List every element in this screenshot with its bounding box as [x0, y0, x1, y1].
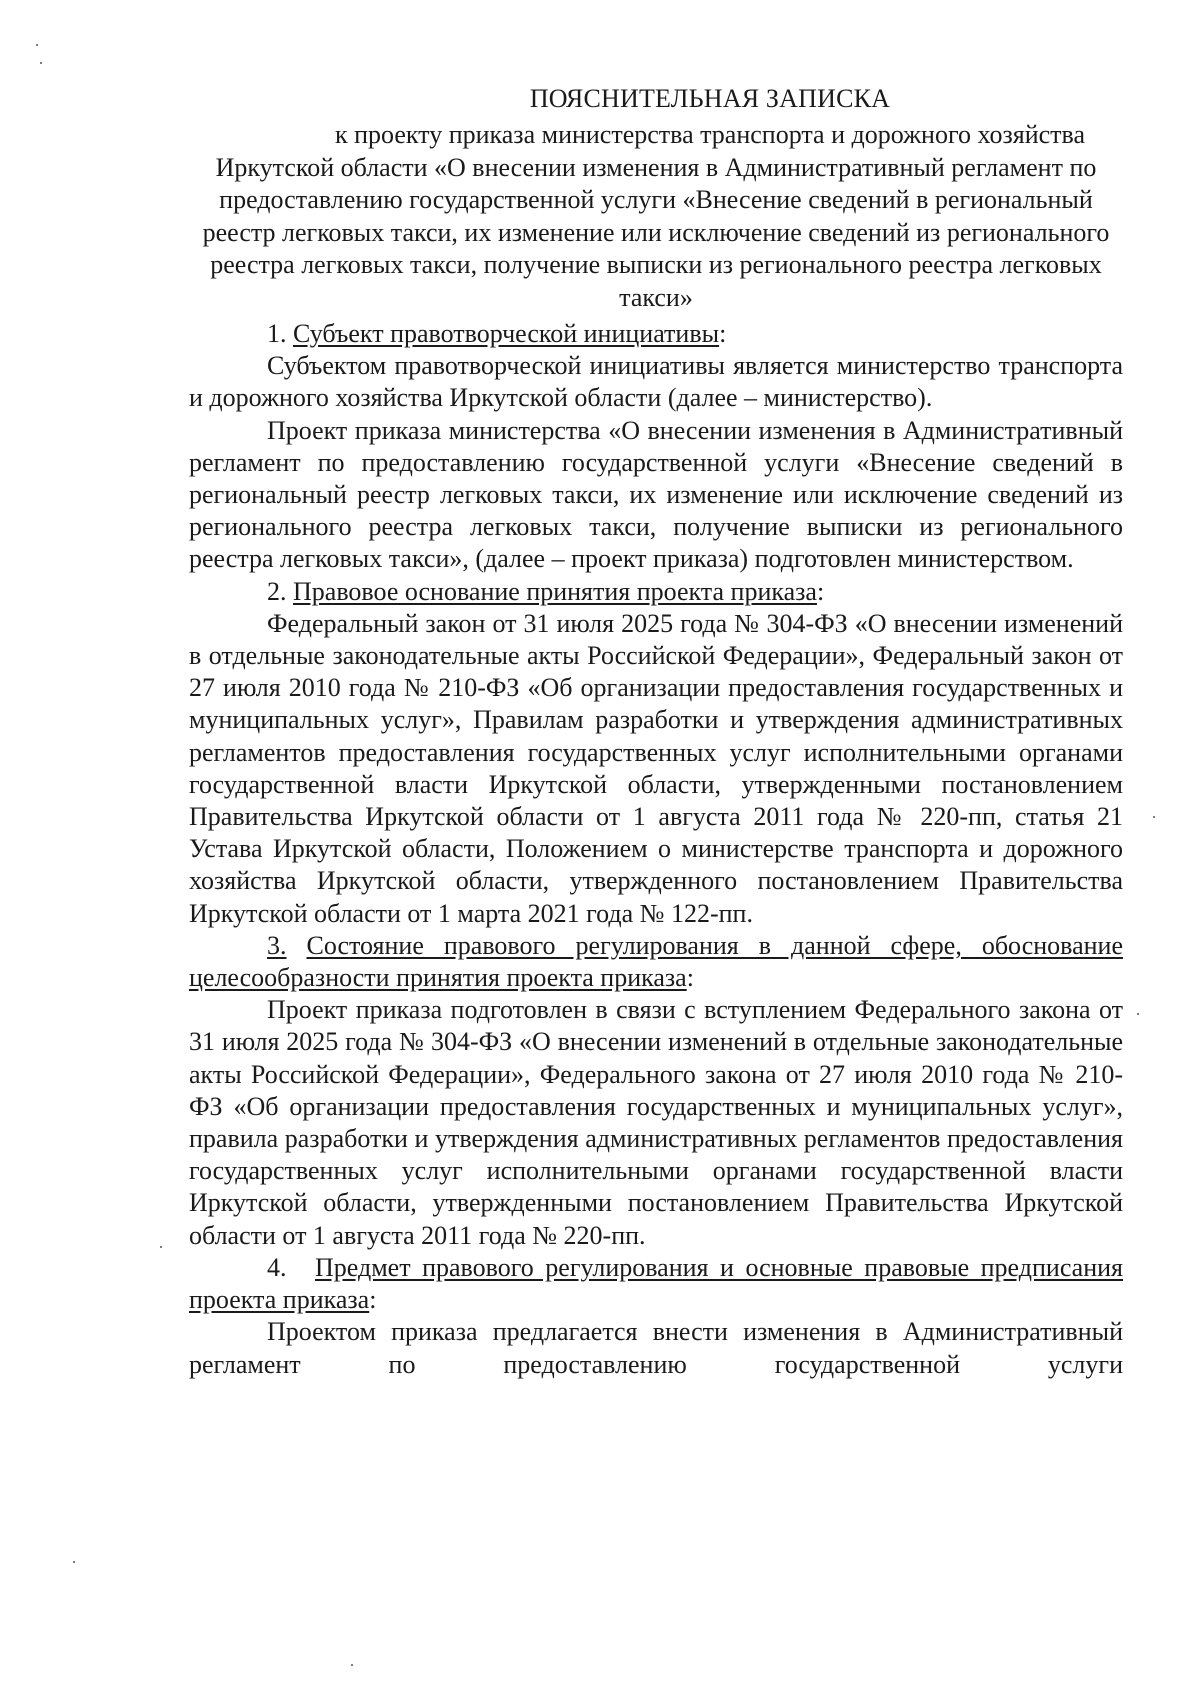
scan-speck — [351, 1664, 353, 1666]
document-body — [189, 79, 1123, 1381]
section-3-number: 3. — [267, 930, 287, 960]
subtitle-line-1: к проекту приказа министерства транспорта и дорожного хозяйства — [334, 120, 1086, 149]
section-3-title: Состояние правового регулирования в данной сфере, обоснование целесообразности принятия проекта приказа — [189, 930, 1123, 993]
scan-speck — [160, 1246, 162, 1248]
section-1-title: Субъект правотворческой инициативы — [293, 319, 720, 348]
section-2-colon: : — [816, 576, 825, 606]
section-2-heading — [189, 576, 1123, 608]
section-1-paragraph-1: Субъектом правотворческой инициативы является министерство транспорта и дорожного хозяйства Иркутской области (далее – министерство). — [189, 351, 1123, 413]
scan-speck — [1153, 816, 1155, 818]
section-1-paragraph-2: Проект приказа министерства «О внесении изменения в Административный регламент по предоставлению государственной услуги «Внесение сведений в региональный реестр легковых такси, их изменение или исключение сведений из регионального реестра легковых такси, получение выписки из регионального реестра легковых такси», (далее – проект приказа) подготовлен министерством. — [189, 415, 1123, 574]
section-2-title: Правовое основание принятия проекта приказа — [293, 576, 817, 606]
section-1-colon: : — [719, 319, 727, 348]
section-1-number: 1. — [267, 319, 287, 348]
scan-speck — [73, 1561, 75, 1563]
section-3-colon: : — [686, 963, 694, 993]
subtitle-rest: Иркутской области «О внесении изменения в Административный регламент по предоставлению государственной услуги «Внесение сведений в региональный реестр легковых такси, их изменение или исключение сведений из регионального реестра легковых такси, получение выписки из регионального реестра легковых такси» — [202, 152, 1110, 312]
section-3-heading — [189, 930, 1123, 994]
scan-speck — [1137, 1013, 1139, 1015]
section-3-paragraph-1: Проект приказа подготовлен в связи с вступлением Федерального закона от 31 июля 2025 года № 304-ФЗ «О внесении изменений в отдельные законодательные акты Российской Федерации», Федерального закона от 27 июля 2010 года № 210-ФЗ «Об организации предоставления государственных и муниципальных услуг», правила разработки и утверждения административных регламентов предоставления государственных услуг исполнительными органами государственной власти Иркутской области, утвержденными постановлением Правительства Иркутской области от 1 августа 2011 года № 220-пп. — [189, 995, 1123, 1250]
section-2-paragraph-1: Федеральный закон от 31 июля 2025 года № 304-ФЗ «О внесении изменений в отдельные законодательные акты Российской Федерации», Федеральный закон от 27 июля 2010 года № 210-ФЗ «Об организации предоставления государственных и муниципальных услуг», Правилам разработки и утверждения административных регламентов предоставления государственных услуг исполнительными органами государственной власти Иркутской области, утвержденными постановлением Правительства Иркутской области от 1 августа 2011 года № 220-пп, статья 21 Устава Иркутской области, Положением о министерстве транспорта и дорожного хозяйства Иркутской области, утвержденного постановлением Правительства Иркутской области от 1 марта 2021 года № 122-пп. — [189, 608, 1123, 928]
section-4-heading — [189, 1252, 1123, 1316]
section-4-paragraph-1: Проектом приказа предлагается внести изменения в Административный регламент по предоставлению государственной услуги — [189, 1317, 1123, 1379]
section-4-number: 4. — [267, 1252, 287, 1282]
scan-speck — [36, 44, 38, 46]
document-subtitle — [189, 119, 1123, 314]
section-1-heading — [189, 318, 1123, 350]
section-4-colon: : — [369, 1285, 377, 1315]
section-4-title: Предмет правового регулирования и основные правовые предписания проекта приказа — [189, 1252, 1123, 1315]
document-title: ПОЯСНИТЕЛЬНАЯ ЗАПИСКА — [529, 84, 891, 113]
scan-speck — [40, 62, 42, 64]
section-2-number: 2. — [267, 576, 287, 606]
